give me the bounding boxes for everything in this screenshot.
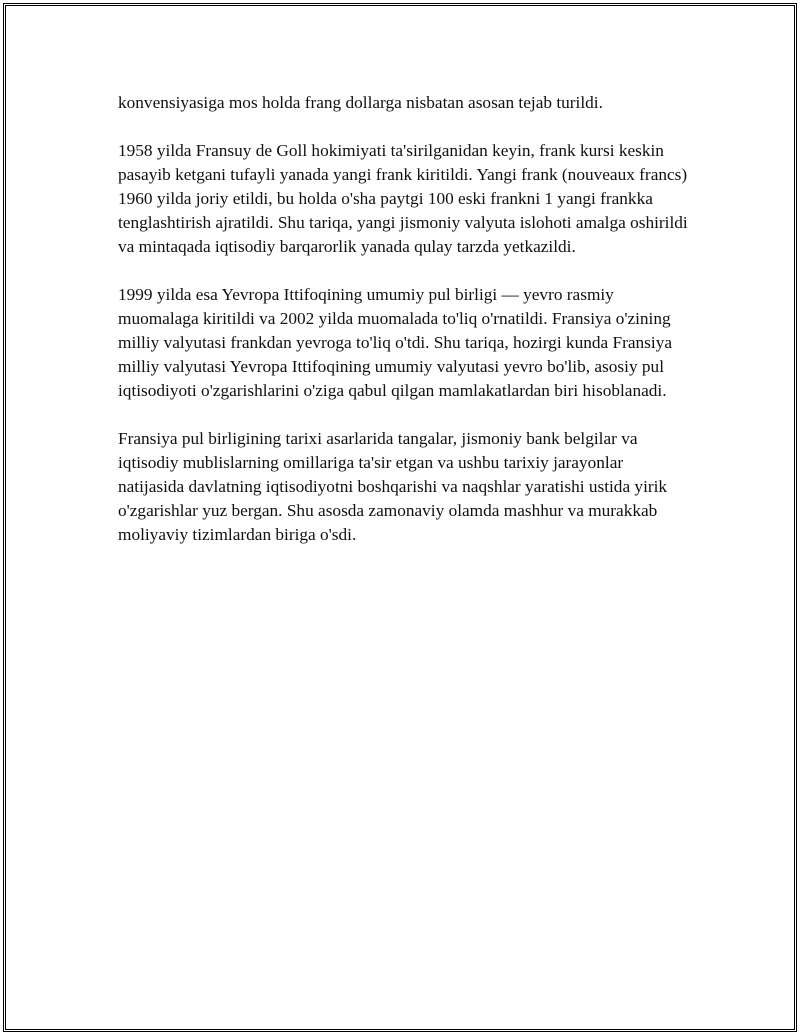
paragraph-4: Fransiya pul birligining tarixi asarlarida tangalar, jismoniy bank belgilar va iqtisodiy mublislarning omillariga ta'sir etgan va ushbu tarixiy jarayonlar natijasida davlatning iqtisodiyotni boshqarishi va naqshlar yaratishi ustida yirik o'zgarishlar yuz bergan. Shu asosda zamonaviy olamda mashhur va murakkab moliyaviy tizimlardan biriga o'sdi.	[118, 429, 668, 544]
document-body	[118, 91, 688, 571]
paragraph-1: konvensiyasiga mos holda frang dollarga nisbatan asosan tejab turildi.	[118, 93, 603, 112]
paragraph-3: 1999 yilda esa Yevropa Ittifoqining umumiy pul birligi — yevro rasmiy muomalaga kiritildi va 2002 yilda muomalada to'liq o'rnatildi. Fransiya o'zining milliy valyutasi frankdan yevroga to'liq o'tdi. Shu tariqa, hozirgi kunda Fransiya milliy valyutasi Yevropa Ittifoqining umumiy valyutasi yevro bo'lib, asosiy pul iqtisodiyoti o'zgarishlarini o'ziga qabul qilgan mamlakatlardan biri hisoblanadi.	[118, 285, 673, 400]
paragraph-2: 1958 yilda Fransuy de Goll hokimiyati ta'sirilganidan keyin, frank kursi keskin pasayib ketgani tufayli yanada yangi frank kiritildi. Yangi frank (nouveaux francs) 1960 yilda joriy etildi, bu holda o'sha paytgi 100 eski frankni 1 yangi frankka tenglashtirish ajratildi. Shu tariqa, yangi jismoniy valyuta islohoti amalga oshirildi va mintaqada iqtisodiy barqarorlik yanada qulay tarzda yetkazildi.	[118, 141, 688, 256]
